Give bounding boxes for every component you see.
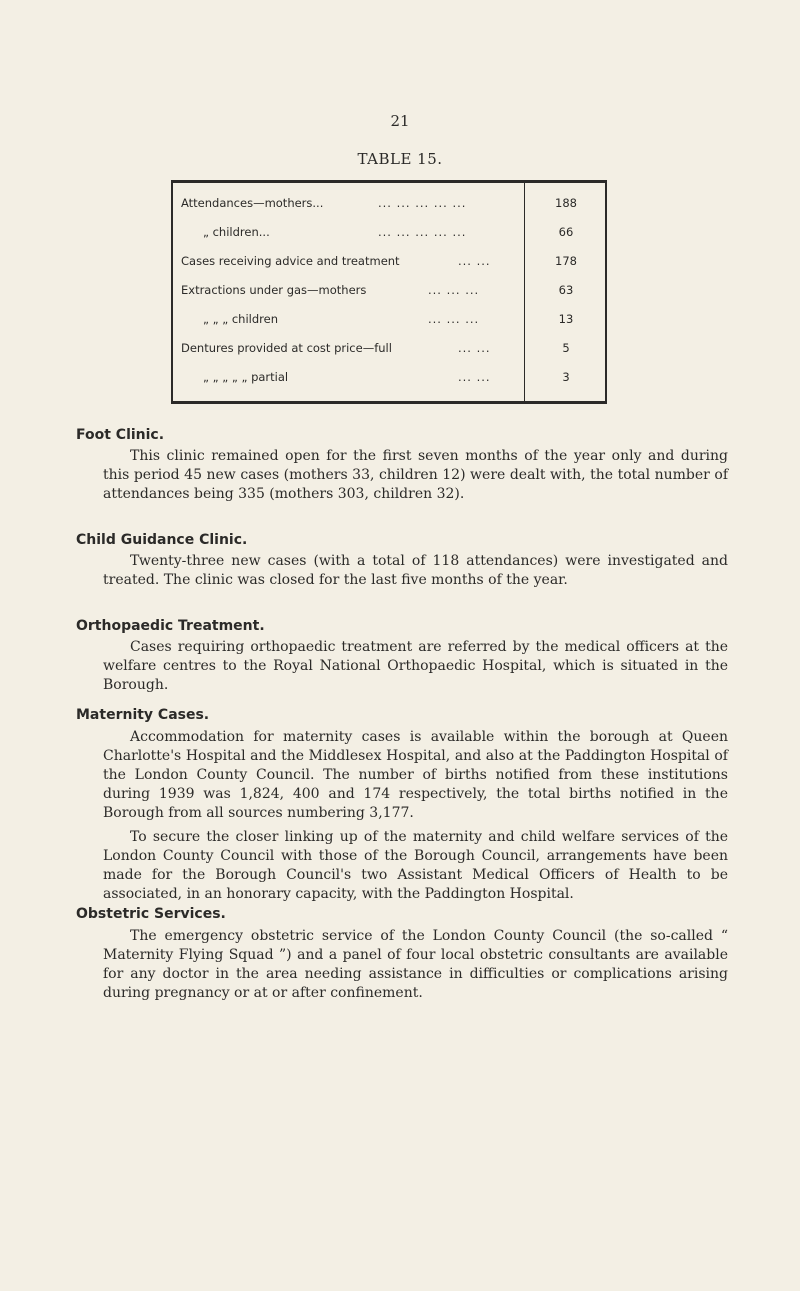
row-leader-dots: ... ... ... ... ... [378, 196, 467, 210]
section-heading-maternity: Maternity Cases. [76, 707, 210, 723]
row-value: 178 [555, 254, 577, 268]
table-title: TABLE 15. [357, 150, 443, 168]
section-orthopaedic [103, 638, 728, 695]
row-value: 3 [562, 370, 570, 384]
row-leader-dots: ... ... [458, 341, 491, 355]
page-number: 21 [390, 112, 410, 130]
row-value: 5 [562, 341, 570, 355]
paragraph: Twenty-three new cases (with a total of 118 attendances) were investigated and treated. The clinic was closed for the last five months of the year. [103, 553, 728, 588]
table-row [173, 276, 605, 305]
table-row [173, 363, 605, 392]
row-leader-dots: ... ... ... [428, 312, 480, 326]
table-row [173, 189, 605, 218]
paragraph: Accommodation for maternity cases is available within the borough at Queen Charlotte's Hospital and the Middlesex Hospital, and also at the Paddington Hospital of the London County Council. The number of births notified from these institutions during 1939 was 1,824, 400 and 174 respectively, the total births notified in the Borough from all sources numbering 3,177. [103, 729, 728, 821]
row-value: 63 [558, 283, 574, 297]
paragraph: To secure the closer linking up of the maternity and child welfare services of the London County Council with those of the Borough Council, arrangements have been made for the Borough Council's two Assistant Medical Officers of Health to be associated, in an honorary capacity, with the Paddington Hospital. [103, 829, 728, 902]
row-label: Cases receiving advice and treatment [181, 254, 400, 268]
row-value: 66 [558, 225, 574, 239]
row-label: Dentures provided at cost price—full [181, 341, 392, 355]
section-obstetric [103, 927, 728, 1003]
paragraph: This clinic remained open for the first seven months of the year only and during this period 45 new cases (mothers 33, children 12) were dealt with, the total number of attendances being 335 (mothers 303, children 32). [103, 448, 728, 502]
section-heading-child-guidance: Child Guidance Clinic. [76, 532, 248, 548]
table-row [173, 334, 605, 363]
row-value: 13 [558, 312, 574, 326]
section-child-guidance [103, 552, 728, 590]
section-heading-foot-clinic: Foot Clinic. [76, 427, 165, 443]
row-label: „ children... [203, 225, 270, 239]
row-leader-dots: ... ... [458, 254, 491, 268]
attendance-table [171, 180, 607, 404]
table-row [173, 305, 605, 334]
section-maternity [103, 728, 728, 904]
table-row [173, 218, 605, 247]
section-foot-clinic [103, 447, 728, 504]
row-label: „ „ „ children [203, 312, 278, 326]
paragraph: Cases requiring orthopaedic treatment are referred by the medical officers at the welfare centres to the Royal National Orthopaedic Hospital, which is situated in the Borough. [103, 639, 728, 693]
row-label: „ „ „ „ „ partial [203, 370, 289, 384]
row-leader-dots: ... ... [458, 370, 491, 384]
table-row [173, 247, 605, 276]
section-heading-orthopaedic: Orthopaedic Treatment. [76, 618, 265, 634]
row-label: Extractions under gas—mothers [181, 283, 367, 297]
paragraph: The emergency obstetric service of the London County Council (the so-called “ Maternity Flying Squad ”) and a panel of four local obstetric consultants are available for any doctor in the area needing assistance in difficulties or complications arising during pregnancy or at or after confinement. [103, 928, 728, 1001]
row-value: 188 [555, 196, 577, 210]
row-label: Attendances—mothers... [181, 196, 324, 210]
row-leader-dots: ... ... ... ... ... [378, 225, 467, 239]
section-heading-obstetric: Obstetric Services. [76, 906, 226, 922]
row-leader-dots: ... ... ... [428, 283, 480, 297]
